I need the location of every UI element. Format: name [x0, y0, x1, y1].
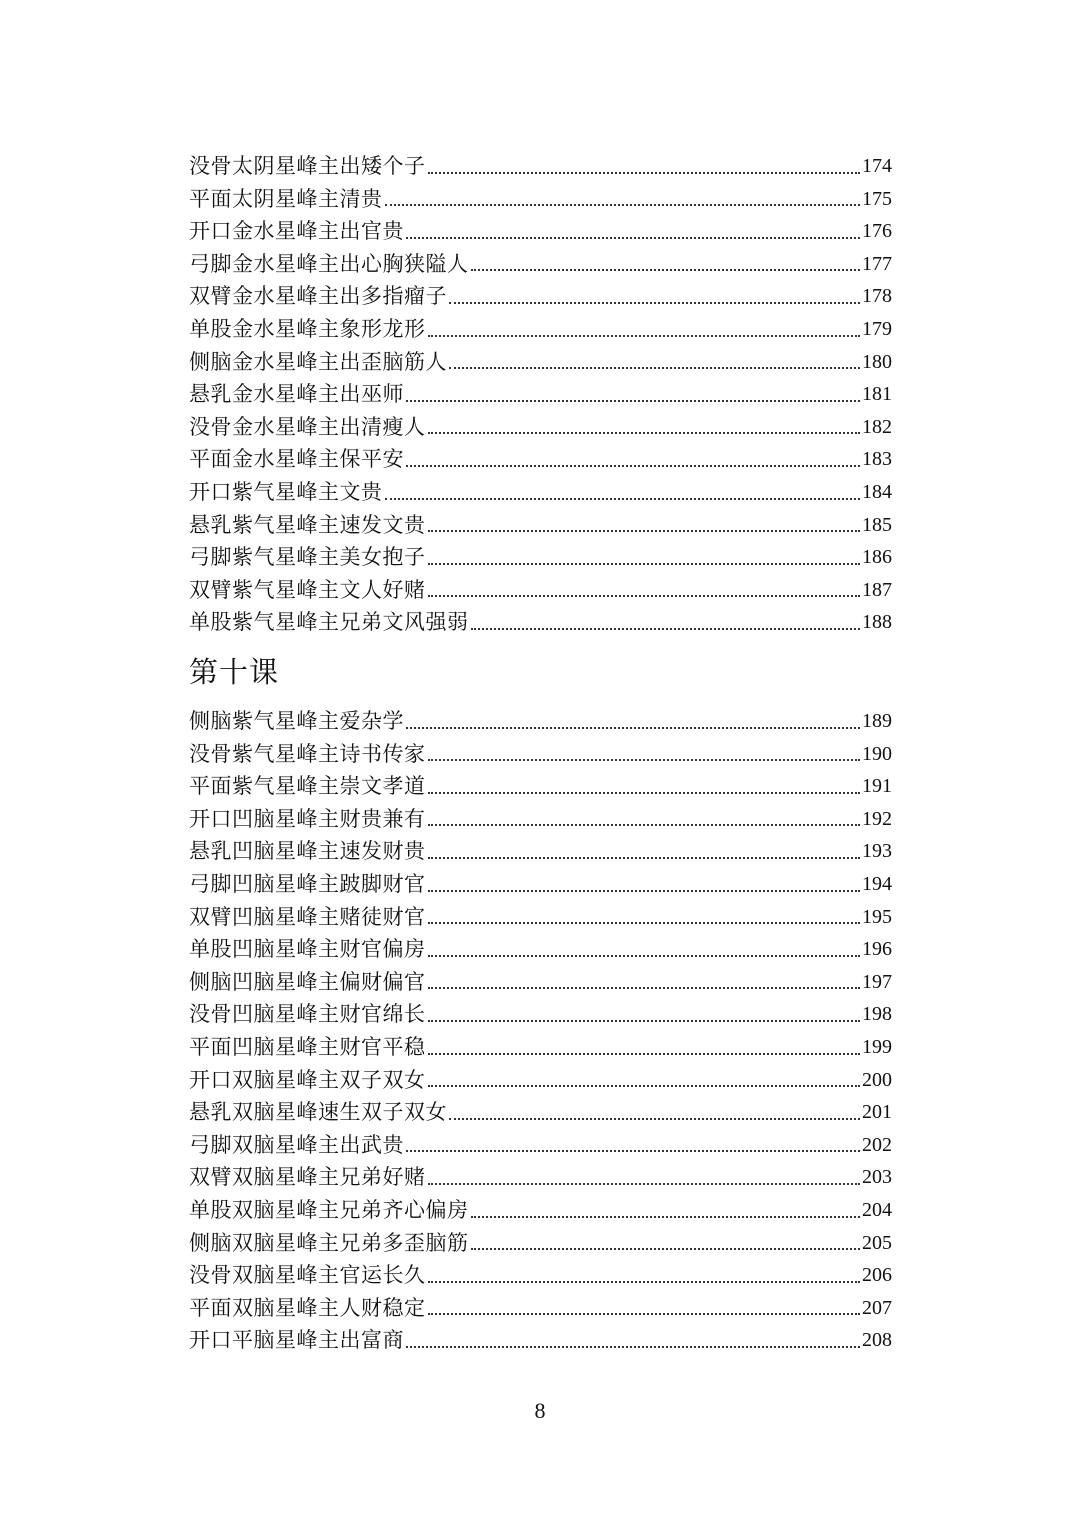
entry-page-number: 204: [862, 1198, 892, 1221]
dot-leader: [449, 1117, 860, 1120]
dot-leader: [471, 1215, 861, 1218]
toc-entry: [189, 574, 892, 607]
toc-entry: [189, 998, 892, 1031]
entry-title: 没骨双脑星峰主官运长久: [189, 1263, 426, 1288]
dot-leader: [428, 1280, 861, 1283]
entry-page-number: 180: [862, 350, 892, 373]
toc-entry: [189, 248, 892, 281]
entry-page-number: 202: [862, 1133, 892, 1156]
dot-leader: [406, 464, 860, 467]
entry-title: 悬乳金水星峰主出巫师: [189, 382, 404, 407]
entry-title: 开口凹脑星峰主财贵兼有: [189, 806, 426, 831]
toc-entry: [189, 378, 892, 411]
entry-title: 悬乳双脑星峰速生双子双女: [189, 1100, 447, 1125]
toc-entry: [189, 835, 892, 868]
dot-leader: [406, 399, 860, 402]
entry-title: 平面凹脑星峰主财官平稳: [189, 1034, 426, 1059]
entry-title: 开口平脑星峰主出富商: [189, 1328, 404, 1353]
toc-entry: [189, 183, 892, 216]
entry-page-number: 199: [862, 1035, 892, 1058]
entry-page-number: 205: [862, 1231, 892, 1254]
dot-leader: [428, 1052, 861, 1055]
toc-entry: [189, 150, 892, 183]
entry-page-number: 194: [862, 872, 892, 895]
section-heading: 第十课: [189, 655, 280, 689]
entry-page-number: 174: [862, 155, 892, 177]
dot-leader: [471, 627, 861, 630]
toc-entry: [189, 1064, 892, 1097]
entry-page-number: 197: [862, 970, 892, 993]
dot-leader: [385, 497, 861, 500]
toc-entry: [189, 280, 892, 313]
entry-page-number: 206: [862, 1264, 892, 1287]
dot-leader: [428, 823, 861, 826]
entry-title: 开口金水星峰主出官贵: [189, 219, 404, 244]
dot-leader: [428, 758, 861, 761]
toc-entry: [189, 1031, 892, 1064]
dot-leader: [428, 594, 861, 597]
dot-leader: [406, 1149, 860, 1152]
toc-list-before: [189, 150, 892, 639]
entry-title: 侧脑双脑星峰主兄弟多歪脑筋: [189, 1230, 469, 1255]
dot-leader: [406, 1345, 860, 1348]
entry-title: 悬乳凹脑星峰主速发财贵: [189, 839, 426, 864]
toc-entry: [189, 313, 892, 346]
entry-page-number: 181: [862, 383, 892, 406]
toc-entry: [189, 411, 892, 444]
dot-leader: [471, 268, 861, 271]
toc-entry: [189, 1259, 892, 1292]
entry-page-number: 175: [862, 187, 892, 210]
entry-title: 没骨凹脑星峰主财官绵长: [189, 1002, 426, 1027]
toc-entry: [189, 966, 892, 999]
entry-title: 双臂双脑星峰主兄弟好赌: [189, 1165, 426, 1190]
dot-leader: [406, 726, 860, 729]
entry-title: 弓脚双脑星峰主出武贵: [189, 1132, 404, 1157]
dot-leader: [428, 856, 861, 859]
dot-leader: [428, 921, 861, 924]
entry-title: 悬乳紫气星峰主速发文贵: [189, 512, 426, 537]
toc-entry: [189, 1194, 892, 1227]
entry-page-number: 187: [862, 578, 892, 601]
entry-title: 双臂紫气星峰主文人好赌: [189, 577, 426, 602]
entry-title: 侧脑紫气星峰主爱杂学: [189, 709, 404, 733]
toc-entry: [189, 346, 892, 379]
toc-entry: [189, 738, 892, 771]
toc-list-after: [189, 705, 892, 1357]
dot-leader: [428, 1312, 861, 1315]
entry-title: 开口双脑星峰主双子双女: [189, 1067, 426, 1092]
toc-entry: [189, 770, 892, 803]
entry-title: 弓脚紫气星峰主美女抱子: [189, 545, 426, 570]
dot-leader: [449, 301, 860, 304]
dot-leader: [471, 1247, 861, 1250]
entry-page-number: 198: [862, 1003, 892, 1026]
entry-page-number: 208: [862, 1329, 892, 1352]
toc-entry: [189, 803, 892, 836]
dot-leader: [428, 431, 861, 434]
entry-title: 弓脚金水星峰主出心胸狭隘人: [189, 251, 469, 276]
dot-leader: [428, 334, 861, 337]
toc-entry: [189, 443, 892, 476]
toc-entry: [189, 1292, 892, 1325]
toc-entry: [189, 541, 892, 574]
entry-page-number: 184: [862, 480, 892, 503]
toc-entry: [189, 1096, 892, 1129]
dot-leader: [428, 529, 861, 532]
entry-page-number: 195: [862, 905, 892, 928]
entry-title: 平面金水星峰主保平安: [189, 447, 404, 472]
dot-leader: [428, 1182, 861, 1185]
dot-leader: [428, 562, 861, 565]
entry-title: 侧脑金水星峰主出歪脑筋人: [189, 349, 447, 374]
toc-entry: [189, 215, 892, 248]
toc-entry: [189, 1324, 892, 1357]
entry-page-number: 185: [862, 513, 892, 536]
toc-entry: [189, 1227, 892, 1260]
entry-page-number: 203: [862, 1166, 892, 1189]
entry-title: 没骨太阴星峰主出矮个子: [189, 154, 426, 178]
entry-page-number: 178: [862, 285, 892, 308]
entry-page-number: 207: [862, 1296, 892, 1319]
entry-page-number: 188: [862, 611, 892, 634]
toc-entry: [189, 1129, 892, 1162]
dot-leader: [428, 889, 861, 892]
entry-page-number: 182: [862, 415, 892, 438]
entry-title: 单股凹脑星峰主财官偏房: [189, 937, 426, 962]
entry-page-number: 192: [862, 807, 892, 830]
page-number: 8: [534, 1398, 546, 1423]
toc-entry: [189, 1161, 892, 1194]
entry-page-number: 183: [862, 448, 892, 471]
entry-title: 侧脑凹脑星峰主偏财偏官: [189, 969, 426, 994]
entry-title: 双臂凹脑星峰主赌徒财官: [189, 904, 426, 929]
toc-entry: [189, 901, 892, 934]
entry-page-number: 190: [862, 742, 892, 765]
entry-title: 单股金水星峰主象形龙形: [189, 316, 426, 341]
entry-page-number: 193: [862, 840, 892, 863]
entry-page-number: 179: [862, 317, 892, 340]
entry-title: 没骨紫气星峰主诗书传家: [189, 741, 426, 766]
entry-page-number: 189: [862, 710, 892, 732]
entry-title: 开口紫气星峰主文贵: [189, 479, 383, 504]
entry-title: 平面双脑星峰主人财稳定: [189, 1295, 426, 1320]
entry-page-number: 186: [862, 546, 892, 569]
dot-leader: [428, 791, 861, 794]
entry-page-number: 176: [862, 220, 892, 243]
dot-leader: [428, 1084, 861, 1087]
entry-title: 单股紫气星峰主兄弟文风强弱: [189, 610, 469, 635]
dot-leader: [428, 171, 861, 174]
dot-leader: [428, 954, 861, 957]
dot-leader: [428, 1019, 861, 1022]
entry-title: 平面太阴星峰主清贵: [189, 186, 383, 211]
entry-page-number: 177: [862, 252, 892, 275]
toc-entry: [189, 933, 892, 966]
dot-leader: [385, 203, 861, 206]
entry-title: 没骨金水星峰主出清瘦人: [189, 414, 426, 439]
entry-page-number: 201: [862, 1101, 892, 1124]
toc-entry: [189, 509, 892, 542]
entry-page-number: 196: [862, 938, 892, 961]
dot-leader: [428, 986, 861, 989]
entry-title: 双臂金水星峰主出多指瘤子: [189, 284, 447, 309]
dot-leader: [406, 236, 860, 239]
toc-entry: [189, 476, 892, 509]
entry-title: 平面紫气星峰主崇文孝道: [189, 774, 426, 799]
toc-entry: [189, 868, 892, 901]
entry-page-number: 200: [862, 1068, 892, 1091]
toc-entry: [189, 606, 892, 639]
entry-title: 单股双脑星峰主兄弟齐心偏房: [189, 1197, 469, 1222]
entry-page-number: 191: [862, 775, 892, 798]
toc-entry: [189, 705, 892, 738]
entry-title: 弓脚凹脑星峰主跛脚财官: [189, 871, 426, 896]
dot-leader: [449, 366, 860, 369]
